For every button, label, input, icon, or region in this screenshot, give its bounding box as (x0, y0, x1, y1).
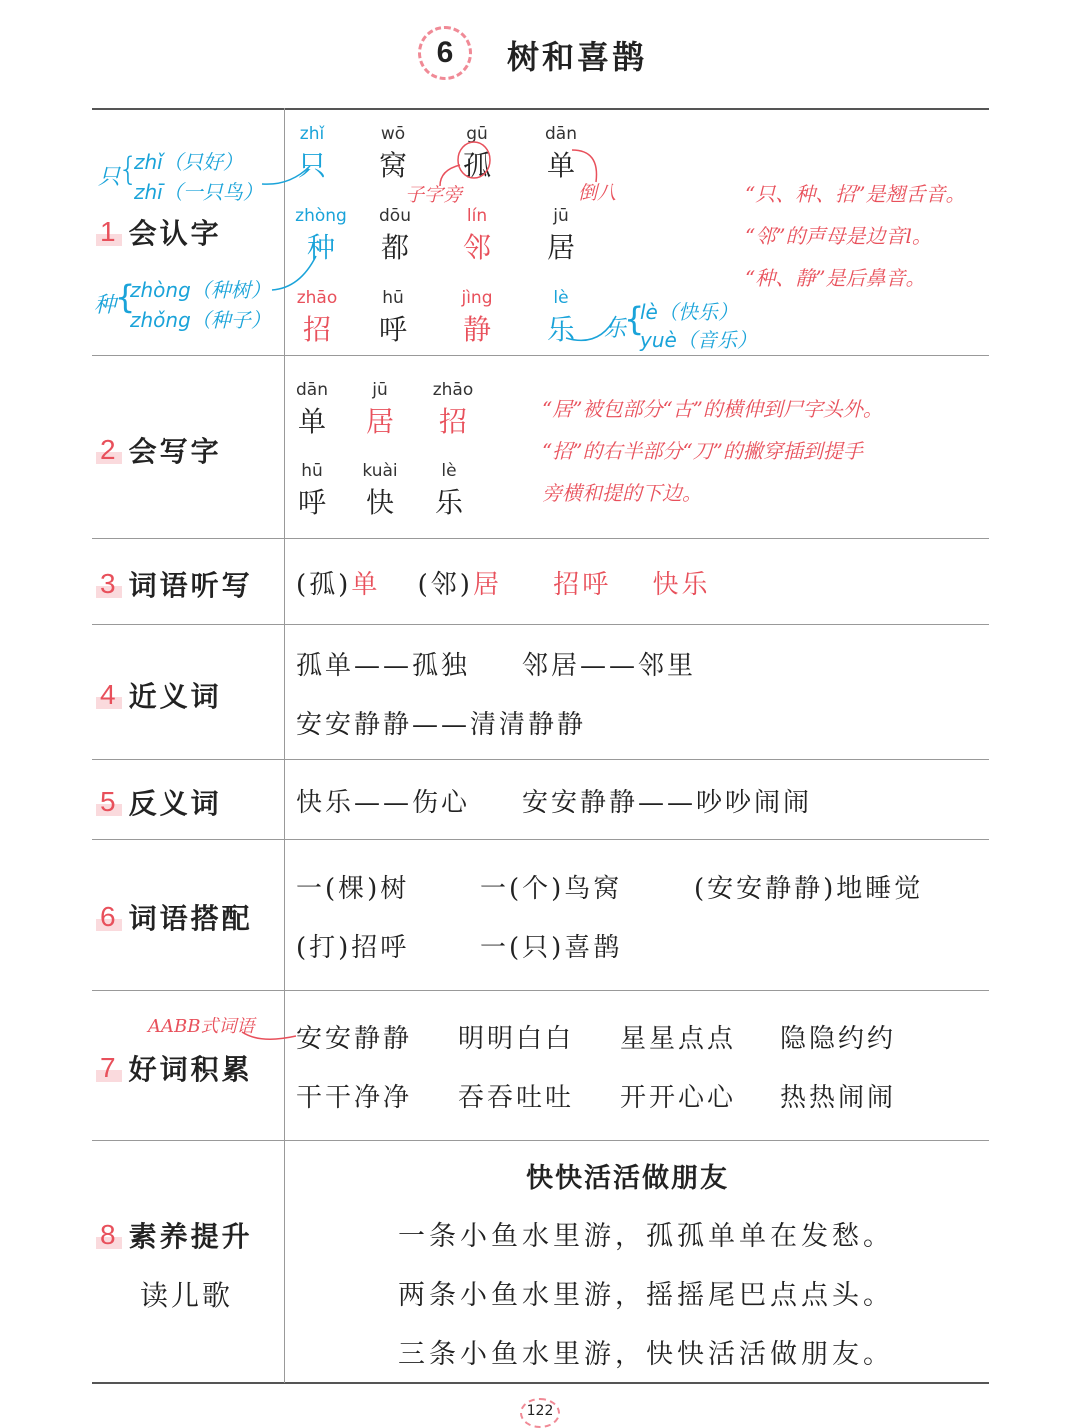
section-number: 1 (100, 216, 119, 247)
character: 乐 (546, 313, 575, 346)
polyphone-char-le: 乐 (604, 317, 627, 342)
pinyin: gū (466, 124, 488, 144)
word-pattern-tag: AABB式词语 (148, 1016, 255, 1037)
section-8-label (100, 1215, 253, 1255)
pinyin: kuài (362, 461, 398, 481)
pinyin: jū (553, 206, 569, 226)
writing-note: “居”被包部分“古”的横伸到尸字头外。 (542, 397, 883, 421)
word-item: 吞吞吐吐 (458, 1083, 575, 1113)
dictation-item: (孤)单 (296, 570, 381, 600)
stroke-note: 倒八 (578, 182, 617, 204)
collocation: 一(个)鸟窝 (480, 874, 623, 904)
character: 招 (438, 405, 467, 438)
word-item: 开开心心 (620, 1083, 737, 1113)
pinyin: zhāo (432, 380, 474, 400)
synonym-pair: 邻居——邻里 (522, 651, 697, 681)
section-number: 8 (100, 1219, 119, 1250)
pinyin: dōu (379, 206, 411, 226)
word-item: 热热闹闹 (780, 1083, 897, 1113)
antonym-pair: 安安静静——吵吵闹闹 (522, 788, 813, 818)
dictation-item: 快乐 (652, 570, 711, 600)
character: 孤 (462, 149, 491, 182)
section-number: 5 (100, 786, 119, 817)
character: 招 (302, 313, 331, 346)
row-divider (92, 1140, 989, 1141)
section-2-label (100, 430, 222, 470)
pinyin: zhāo (296, 288, 338, 308)
polyphone-reading: zhī（一只鸟） (134, 180, 263, 204)
pinyin: jū (372, 380, 388, 400)
character: 单 (546, 149, 575, 182)
polyphone-reading: lè（快乐） (640, 300, 738, 324)
section-6-label (100, 897, 253, 937)
row-divider (92, 624, 989, 625)
antonym-pair: 快乐——伤心 (296, 788, 471, 818)
character: 居 (365, 405, 394, 438)
polyphone-reading: yuè（音乐） (640, 328, 757, 352)
page-number: 122 (520, 1398, 560, 1428)
brace-icon: { (118, 150, 139, 188)
character: 乐 (434, 486, 463, 519)
character: 种 (306, 231, 335, 264)
dictation-item: (邻)居 (417, 570, 502, 600)
writing-note: 旁横和提的下边。 (542, 481, 702, 505)
collocation: (安安静静)地睡觉 (694, 874, 924, 904)
section-title: 会写字 (128, 435, 222, 468)
character: 只 (297, 149, 326, 182)
word-item: 明明白白 (458, 1024, 575, 1054)
pronunciation-note: “种、静”是后鼻音。 (745, 266, 926, 290)
polyphone-reading: zhǒng（种子） (130, 308, 271, 332)
writing-note: “招”的右半部分“刀”的撇穿插到提手 (542, 439, 863, 463)
section-4-label (100, 675, 222, 715)
character: 邻 (462, 231, 491, 264)
pinyin: zhòng (295, 206, 347, 226)
section-number: 6 (100, 901, 119, 932)
lesson-title: 树和喜鹊 (507, 38, 648, 76)
synonym-pair: 安安静静——清清静静 (296, 710, 587, 740)
section-5-label (100, 782, 222, 822)
section-number: 3 (100, 568, 119, 599)
row-divider (92, 538, 989, 539)
pinyin: lè (441, 461, 457, 481)
section-number: 4 (100, 679, 119, 710)
section-title: 近义词 (128, 680, 222, 713)
table-bottom-border (92, 1382, 989, 1384)
dictation-item: 招呼 (553, 570, 612, 600)
section-title: 会认字 (128, 217, 222, 250)
pronunciation-note: “只、种、招”是翘舌音。 (745, 182, 966, 206)
polyphone-char-zhi: 只 (98, 165, 121, 190)
polyphone-reading: zhǐ（只好） (134, 150, 243, 174)
row-divider (92, 759, 989, 760)
radical-note: 子字旁 (405, 184, 463, 206)
polyphone-char-zhong: 种 (94, 293, 117, 318)
section-title: 词语听写 (128, 569, 253, 602)
pinyin: dān (545, 124, 577, 144)
rhyme-line: 三条小鱼水里游，快快活活做朋友。 (398, 1339, 894, 1370)
collocation: 一(棵)树 (296, 874, 410, 904)
row-divider (92, 990, 989, 991)
rhyme-title: 快快活活做朋友 (526, 1163, 729, 1194)
pinyin: hū (382, 288, 404, 308)
brace-icon: { (115, 278, 136, 316)
section-title: 词语搭配 (128, 902, 253, 935)
collocation: (打)招呼 (296, 933, 410, 963)
lesson-number-badge: 6 (418, 26, 472, 80)
section-7-label (100, 1048, 253, 1088)
rhyme-line: 两条小鱼水里游，摇摇尾巴点点头。 (398, 1280, 894, 1311)
section-3-label (100, 564, 253, 604)
dictation-words (296, 564, 711, 601)
pinyin: hū (301, 461, 323, 481)
synonym-pair: 孤单——孤独 (296, 651, 471, 681)
pinyin: jìng (461, 288, 493, 308)
annotation-arrows (240, 1020, 300, 1050)
row-divider (92, 839, 989, 840)
character: 单 (297, 405, 326, 438)
word-item: 星星点点 (620, 1024, 737, 1054)
word-item: 安安静静 (296, 1024, 413, 1054)
word-item: 隐隐约约 (780, 1024, 897, 1054)
collocation: 一(只)喜鹊 (480, 933, 623, 963)
word-item: 干干净净 (296, 1083, 413, 1113)
section-title: 素养提升 (128, 1220, 253, 1253)
pinyin: lín (466, 206, 488, 226)
pronunciation-note: “邻”的声母是边音l。 (745, 224, 932, 248)
brace-icon: { (624, 300, 645, 338)
character: 静 (462, 313, 491, 346)
pinyin: dān (296, 380, 328, 400)
section-number: 2 (100, 434, 119, 465)
section-subtitle: 读儿歌 (140, 1279, 234, 1312)
character: 呼 (378, 313, 407, 346)
section-title: 好词积累 (128, 1053, 253, 1086)
character: 呼 (297, 486, 326, 519)
polyphone-reading: zhòng（种树） (130, 278, 271, 302)
character: 都 (380, 231, 409, 264)
pinyin: zhǐ (299, 124, 325, 144)
character: 窝 (378, 149, 407, 182)
character: 居 (546, 231, 575, 264)
character: 快 (365, 486, 394, 519)
section-title: 反义词 (128, 787, 222, 820)
section-number: 7 (100, 1052, 119, 1083)
pinyin: lè (553, 288, 569, 308)
pinyin: wō (380, 124, 406, 144)
rhyme-line: 一条小鱼水里游，孤孤单单在发愁。 (398, 1221, 894, 1252)
